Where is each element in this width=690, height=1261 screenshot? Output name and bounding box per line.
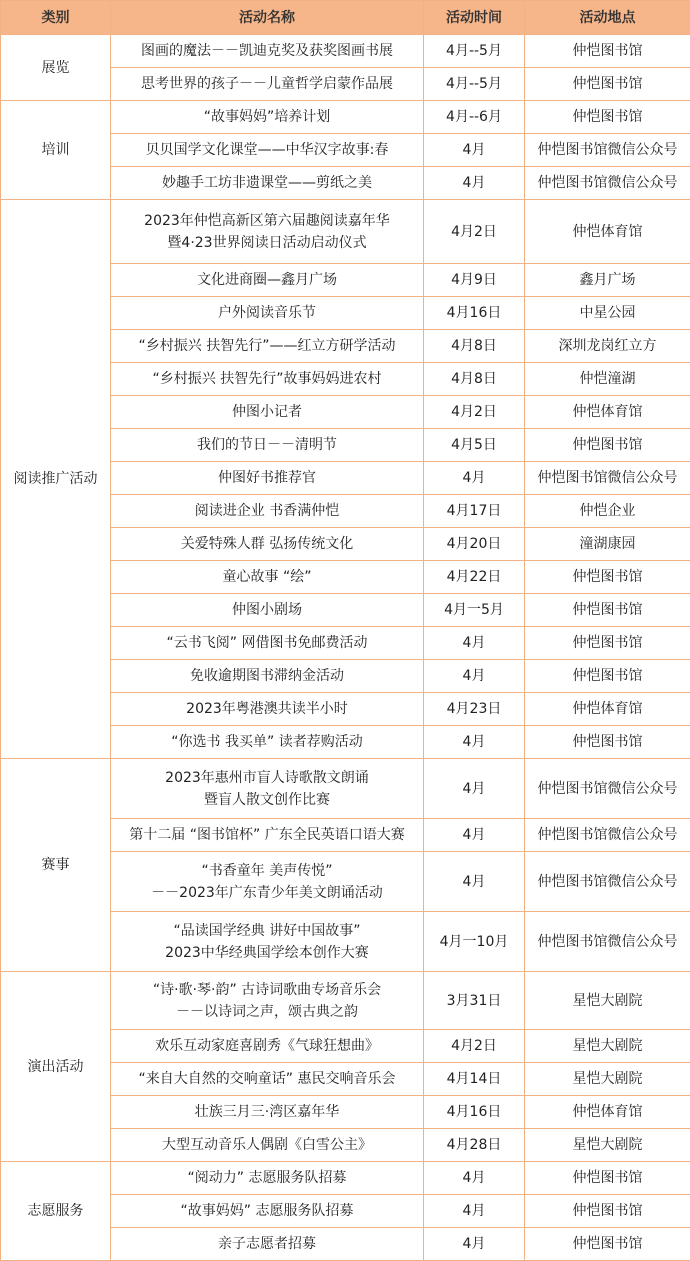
activity-time-cell: 4月9日 — [424, 264, 525, 297]
activity-place-cell: 仲恺图书馆 — [525, 68, 690, 101]
activity-name-line: “乡村振兴 扶智先行”——红立方研学活动 — [115, 335, 419, 357]
header-category: 类别 — [1, 1, 111, 35]
activity-name-cell — [111, 819, 424, 852]
activity-name-line: 2023年仲恺高新区第六届趣阅读嘉年华 — [115, 210, 419, 232]
activity-place-cell: 潼湖康园 — [525, 528, 690, 561]
schedule-body — [1, 35, 690, 1261]
activity-place-cell: 仲恺图书馆 — [525, 1195, 690, 1228]
activity-name-cell — [111, 528, 424, 561]
activity-name-cell — [111, 68, 424, 101]
activity-name-line: 亲子志愿者招募 — [115, 1233, 419, 1255]
activity-place-cell: 仲恺体育馆 — [525, 693, 690, 726]
activity-name-cell — [111, 594, 424, 627]
activity-place-cell: 仲恺体育馆 — [525, 200, 690, 264]
activity-place-cell: 鑫月广场 — [525, 264, 690, 297]
activity-time-cell: 4月 — [424, 852, 525, 912]
activity-name-cell — [111, 495, 424, 528]
activity-time-cell: 4月8日 — [424, 330, 525, 363]
activity-name-line: “云书飞阅” 网借图书免邮费活动 — [115, 632, 419, 654]
activity-time-cell: 4月22日 — [424, 561, 525, 594]
activity-time-cell: 4月17日 — [424, 495, 525, 528]
activity-name-line: 大型互动音乐人偶剧《白雪公主》 — [115, 1134, 419, 1156]
activity-name-line: “阅动力” 志愿服务队招募 — [115, 1167, 419, 1189]
category-cell: 培训 — [1, 101, 111, 200]
activity-time-cell: 4月一10月 — [424, 912, 525, 972]
activity-name-cell — [111, 1063, 424, 1096]
activity-name-line: “书香童年 美声传悦” — [115, 860, 419, 882]
activity-time-cell: 4月23日 — [424, 693, 525, 726]
activity-name-cell — [111, 627, 424, 660]
activity-name-cell — [111, 264, 424, 297]
activity-name-line: 户外阅读音乐节 — [115, 302, 419, 324]
activity-name-line: 妙趣手工坊非遗课堂——剪纸之美 — [115, 172, 419, 194]
category-cell: 志愿服务 — [1, 1162, 111, 1261]
activity-time-cell: 4月16日 — [424, 297, 525, 330]
activity-name-line: －－以诗词之声，颂古典之韵 — [115, 1001, 419, 1023]
activity-name-line: “你选书 我买单” 读者荐购活动 — [115, 731, 419, 753]
activity-place-cell: 仲恺图书馆微信公众号 — [525, 134, 690, 167]
activity-place-cell: 仲恺潼湖 — [525, 363, 690, 396]
activity-place-cell: 星恺大剧院 — [525, 1030, 690, 1063]
activity-name-cell — [111, 561, 424, 594]
activity-time-cell: 4月--5月 — [424, 35, 525, 68]
activity-place-cell: 仲恺图书馆 — [525, 35, 690, 68]
activity-time-cell: 4月 — [424, 1228, 525, 1261]
activity-name-cell — [111, 101, 424, 134]
activity-place-cell: 仲恺图书馆 — [525, 1162, 690, 1195]
activity-time-cell: 4月 — [424, 1162, 525, 1195]
header-activity-name: 活动名称 — [111, 1, 424, 35]
activity-place-cell: 仲恺体育馆 — [525, 1096, 690, 1129]
activity-name-line: 仲图小剧场 — [115, 599, 419, 621]
activity-time-cell: 4月28日 — [424, 1129, 525, 1162]
activity-name-line: 壮族三月三·湾区嘉年华 — [115, 1101, 419, 1123]
activity-name-line: 思考世界的孩子－－儿童哲学启蒙作品展 — [115, 73, 419, 95]
category-cell: 展览 — [1, 35, 111, 101]
category-cell: 阅读推广活动 — [1, 200, 111, 759]
activity-name-cell — [111, 759, 424, 819]
table-row — [1, 972, 690, 1030]
activity-name-cell — [111, 912, 424, 972]
activity-time-cell: 4月2日 — [424, 396, 525, 429]
activity-place-cell: 仲恺图书馆 — [525, 726, 690, 759]
activity-time-cell: 4月 — [424, 660, 525, 693]
activity-time-cell: 4月8日 — [424, 363, 525, 396]
activity-name-line: “乡村振兴 扶智先行”故事妈妈进农村 — [115, 368, 419, 390]
activity-name-line: 童心故事 “绘” — [115, 566, 419, 588]
activity-time-cell: 4月 — [424, 759, 525, 819]
activity-name-line: 2023年惠州市盲人诗歌散文朗诵 — [115, 767, 419, 789]
table-row — [1, 101, 690, 134]
category-cell: 赛事 — [1, 759, 111, 972]
activity-name-cell — [111, 35, 424, 68]
activity-name-line: “品读国学经典 讲好中国故事” — [115, 920, 419, 942]
activity-place-cell: 星恺大剧院 — [525, 972, 690, 1030]
activity-name-cell — [111, 429, 424, 462]
activity-place-cell: 仲恺图书馆 — [525, 594, 690, 627]
activity-name-line: 2023年粤港澳共读半小时 — [115, 698, 419, 720]
activity-name-cell — [111, 396, 424, 429]
activity-name-cell — [111, 1228, 424, 1261]
activity-time-cell: 4月 — [424, 1195, 525, 1228]
activity-name-line: 阅读进企业 书香满仲恺 — [115, 500, 419, 522]
activity-time-cell: 4月--6月 — [424, 101, 525, 134]
activity-time-cell: 4月 — [424, 167, 525, 200]
activity-name-cell — [111, 972, 424, 1030]
activity-place-cell: 仲恺图书馆 — [525, 101, 690, 134]
activity-name-cell — [111, 200, 424, 264]
activity-time-cell: 4月一5月 — [424, 594, 525, 627]
activity-time-cell: 4月 — [424, 627, 525, 660]
activity-name-cell — [111, 462, 424, 495]
activity-name-line: 第十二届 “图书馆杯” 广东全民英语口语大赛 — [115, 824, 419, 846]
activity-place-cell: 仲恺图书馆 — [525, 561, 690, 594]
activity-time-cell: 4月 — [424, 726, 525, 759]
activity-time-cell: 3月31日 — [424, 972, 525, 1030]
activity-name-cell — [111, 1162, 424, 1195]
header-activity-place: 活动地点 — [525, 1, 690, 35]
activity-name-line: “故事妈妈”培养计划 — [115, 106, 419, 128]
activity-place-cell: 仲恺图书馆微信公众号 — [525, 852, 690, 912]
activity-name-cell — [111, 1129, 424, 1162]
activity-place-cell: 仲恺图书馆微信公众号 — [525, 819, 690, 852]
activity-time-cell: 4月5日 — [424, 429, 525, 462]
activity-name-cell — [111, 726, 424, 759]
activity-place-cell: 深圳龙岗红立方 — [525, 330, 690, 363]
activity-name-cell — [111, 1030, 424, 1063]
activity-place-cell: 仲恺图书馆 — [525, 1228, 690, 1261]
activity-place-cell: 仲恺图书馆 — [525, 627, 690, 660]
activity-name-line: 欢乐互动家庭喜剧秀《气球狂想曲》 — [115, 1035, 419, 1057]
table-row — [1, 1162, 690, 1195]
activity-place-cell: 仲恺图书馆微信公众号 — [525, 462, 690, 495]
activity-place-cell: 星恺大剧院 — [525, 1063, 690, 1096]
activity-name-line: 我们的节日－－清明节 — [115, 434, 419, 456]
header-activity-time: 活动时间 — [424, 1, 525, 35]
activity-place-cell: 中星公园 — [525, 297, 690, 330]
activity-place-cell: 仲恺图书馆 — [525, 660, 690, 693]
activity-place-cell: 仲恺图书馆 — [525, 429, 690, 462]
activity-place-cell: 仲恺图书馆微信公众号 — [525, 759, 690, 819]
activity-name-line: 免收逾期图书滞纳金活动 — [115, 665, 419, 687]
activity-place-cell: 仲恺企业 — [525, 495, 690, 528]
activity-name-line: 仲图小记者 — [115, 401, 419, 423]
activity-time-cell: 4月2日 — [424, 1030, 525, 1063]
category-cell: 演出活动 — [1, 972, 111, 1162]
activity-place-cell: 仲恺图书馆微信公众号 — [525, 167, 690, 200]
activity-name-cell — [111, 330, 424, 363]
activity-name-line: 2023中华经典国学绘本创作大赛 — [115, 942, 419, 964]
activity-name-cell — [111, 693, 424, 726]
activity-place-cell: 仲恺图书馆微信公众号 — [525, 912, 690, 972]
activity-name-line: 文化进商圈—鑫月广场 — [115, 269, 419, 291]
activity-name-line: “诗·歌·琴·韵” 古诗词歌曲专场音乐会 — [115, 979, 419, 1001]
activity-name-line: 贝贝国学文化课堂——中华汉字故事:春 — [115, 139, 419, 161]
activity-time-cell: 4月16日 — [424, 1096, 525, 1129]
activity-name-cell — [111, 1096, 424, 1129]
activity-name-cell — [111, 363, 424, 396]
activity-time-cell: 4月14日 — [424, 1063, 525, 1096]
activity-name-cell — [111, 297, 424, 330]
activity-place-cell: 仲恺体育馆 — [525, 396, 690, 429]
activity-name-cell — [111, 134, 424, 167]
header-row — [1, 1, 690, 35]
activity-name-line: 图画的魔法－－凯迪克奖及获奖图画书展 — [115, 40, 419, 62]
activity-name-cell — [111, 660, 424, 693]
activity-place-cell: 星恺大剧院 — [525, 1129, 690, 1162]
activity-name-line: 暨盲人散文创作比赛 — [115, 789, 419, 811]
table-row — [1, 35, 690, 68]
activity-name-line: “故事妈妈” 志愿服务队招募 — [115, 1200, 419, 1222]
activity-time-cell: 4月 — [424, 134, 525, 167]
activity-name-line: 仲图好书推荐官 — [115, 467, 419, 489]
activity-time-cell: 4月 — [424, 819, 525, 852]
activity-name-line: －－2023年广东青少年美文朗诵活动 — [115, 882, 419, 904]
activity-time-cell: 4月2日 — [424, 200, 525, 264]
activity-name-cell — [111, 167, 424, 200]
activity-name-line: “来自大自然的交响童话” 惠民交响音乐会 — [115, 1068, 419, 1090]
activity-name-cell — [111, 1195, 424, 1228]
table-row — [1, 200, 690, 264]
activity-name-cell — [111, 852, 424, 912]
table-row — [1, 759, 690, 819]
activity-name-line: 暨4·23世界阅读日活动启动仪式 — [115, 232, 419, 254]
activity-time-cell: 4月20日 — [424, 528, 525, 561]
activity-time-cell: 4月 — [424, 462, 525, 495]
activity-name-line: 关爱特殊人群 弘扬传统文化 — [115, 533, 419, 555]
activity-time-cell: 4月--5月 — [424, 68, 525, 101]
